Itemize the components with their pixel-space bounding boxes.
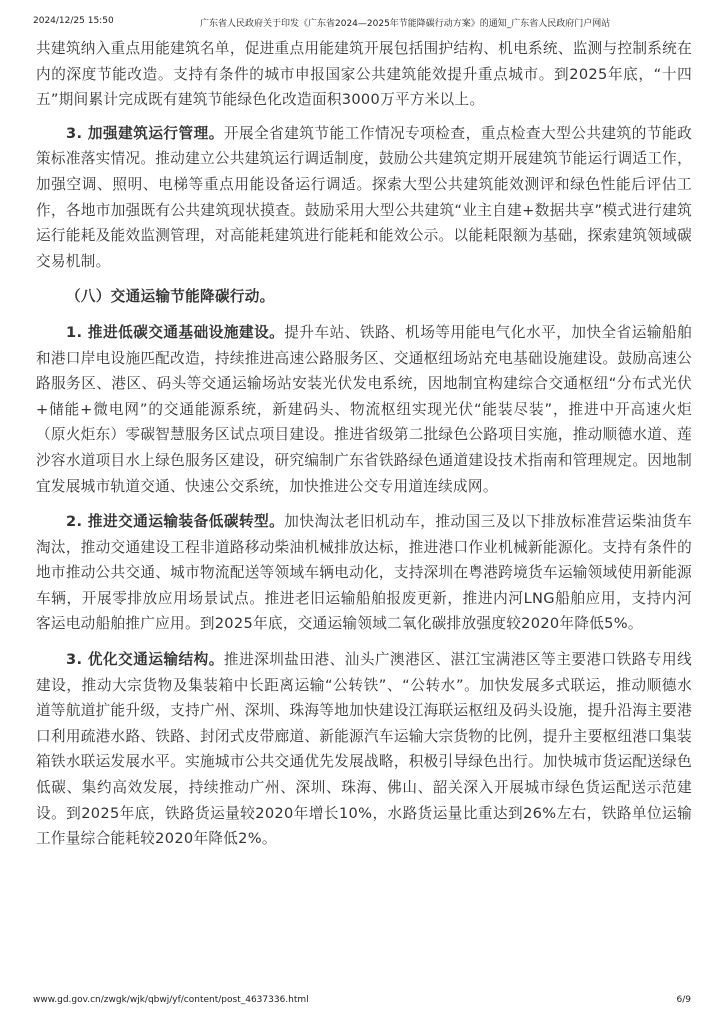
paragraph-text: 加快淘汰老旧机动车，推动国三及以下排放标准营运柴油货车淘汰，推动交通建设工程非道路移动柴油机械排放达标，推进港口作业机械新能源化。支持有条件的地市推动公共交通、城市物流配送等领域车辆电动化，支持深圳在粤港跨境货车运输领域使用新能源车辆，开展零排放应用场景试点。推进老旧运输船舶报废更新，推进内河LNG船舶应用，支持内河客运电动船舶推广应用。到2025年底，交通运输领域二氧化碳排放强度较2020年降低5%。 [36, 513, 692, 633]
header-page-title: 广东省人民政府关于印发《广东省2024—2025年节能降碳行动方案》的通知_广东省人民政府门户网站 [200, 19, 611, 29]
paragraph-heading: 3. 优化交通运输结构。 [66, 651, 224, 669]
article-body [36, 36, 692, 862]
paragraph-continued: 共建筑纳入重点用能建筑名单，促进重点用能建筑开展包括围护结构、机电系统、监测与控制系统在内的深度节能改造。支持有条件的城市申报国家公共建筑能效提升重点城市。到2025年底，“十四五”期间累计完成既有建筑节能绿色化改造面积3000万平方米以上。 [36, 40, 692, 109]
paragraph-heading: 1. 推进低碳交通基础设施建设。 [66, 323, 285, 341]
paragraph-equipment-transition [36, 509, 692, 637]
paragraph-heading: 3. 加强建筑运行管理。 [66, 124, 224, 142]
paragraph-text: 开展全省建筑节能工作情况专项检查，重点检查大型公共建筑的节能政策标准落实情况。推动建立公共建筑运行调适制度，鼓励公共建筑定期开展建筑节能运行调适工作，加强空调、照明、电梯等重点用能设备运行调适。探索大型公共建筑能效测评和绿色性能后评估工作，各地市加强既有公共建筑现状摸查。鼓励采用大型公共建筑“业主自建+数据共享”模式进行建筑运行能耗及能效监测管理，对高能耗建筑进行能耗和能效公示。以能耗限额为基础，探索建筑领域碳交易机制。 [36, 124, 692, 270]
paragraph-text: 提升车站、铁路、机场等用能电气化水平，加快全省运输船舶和港口岸电设施匹配改造，持续推进高速公路服务区、交通枢纽场站充电基础设施建设。鼓励高速公路服务区、港区、码头等交通运输场站安装光伏发电系统，因地制宜构建综合交通枢纽“分布式光伏+储能+微电网”的交通能源系统，新建码头、物流枢纽实现光伏“能装尽装”，推进中开高速火炬（原火炬东）零碳智慧服务区试点项目建设。推进省级第二批绿色公路项目实施，推动顺德水道、莲沙容水道项目水上绿色服务区建设，研究编制广东省铁路绿色通道建设技术指南和管理规定。因地制宜发展城市轨道交通、快速公交系统，加快推进公交专用道连续成网。 [36, 323, 692, 495]
section-heading-transport: （八）交通运输节能降碳行动。 [66, 288, 275, 306]
header-datetime: 2024/12/25 15:50 [33, 16, 114, 26]
paragraph-transport-structure [36, 647, 692, 852]
paragraph-heading: 2. 推进交通运输装备低碳转型。 [66, 513, 285, 531]
paragraph-text: 推进深圳盐田港、汕头广澳港区、湛江宝满港区等主要港口铁路专用线建设，推动大宗货物及集装箱中长距离运输“公转铁”、“公转水”。加快发展多式联运，推动顺德水道等航道扩能升级，支持广州、深圳、珠海等地加快建设江海联运枢纽及码头设施，提升沿海主要港口利用疏港水路、铁路、封闭式皮带廊道、新能源汽车运输大宗货物的比例，提升主要枢纽港口集装箱铁水联运发展水平。实施城市公共交通优先发展战略，积极引导绿色出行。加快城市货运配送绿色低碳、集约高效发展，持续推动广州、深圳、珠海、佛山、韶关深入开展城市绿色货运配送示范建设。到2025年底，铁路货运量较2020年增长10%，水路货运量比重达到26%左右，铁路单位运输工作量综合能耗较2020年降低2%。 [36, 651, 692, 848]
paragraph-building-operation [36, 121, 692, 275]
paragraph-low-carbon-infrastructure [36, 320, 692, 499]
footer-url: www.gd.gov.cn/zwgk/wjk/qbwj/yf/content/post_4637336.html [33, 995, 309, 1005]
footer-page-number: 6/9 [676, 995, 691, 1005]
